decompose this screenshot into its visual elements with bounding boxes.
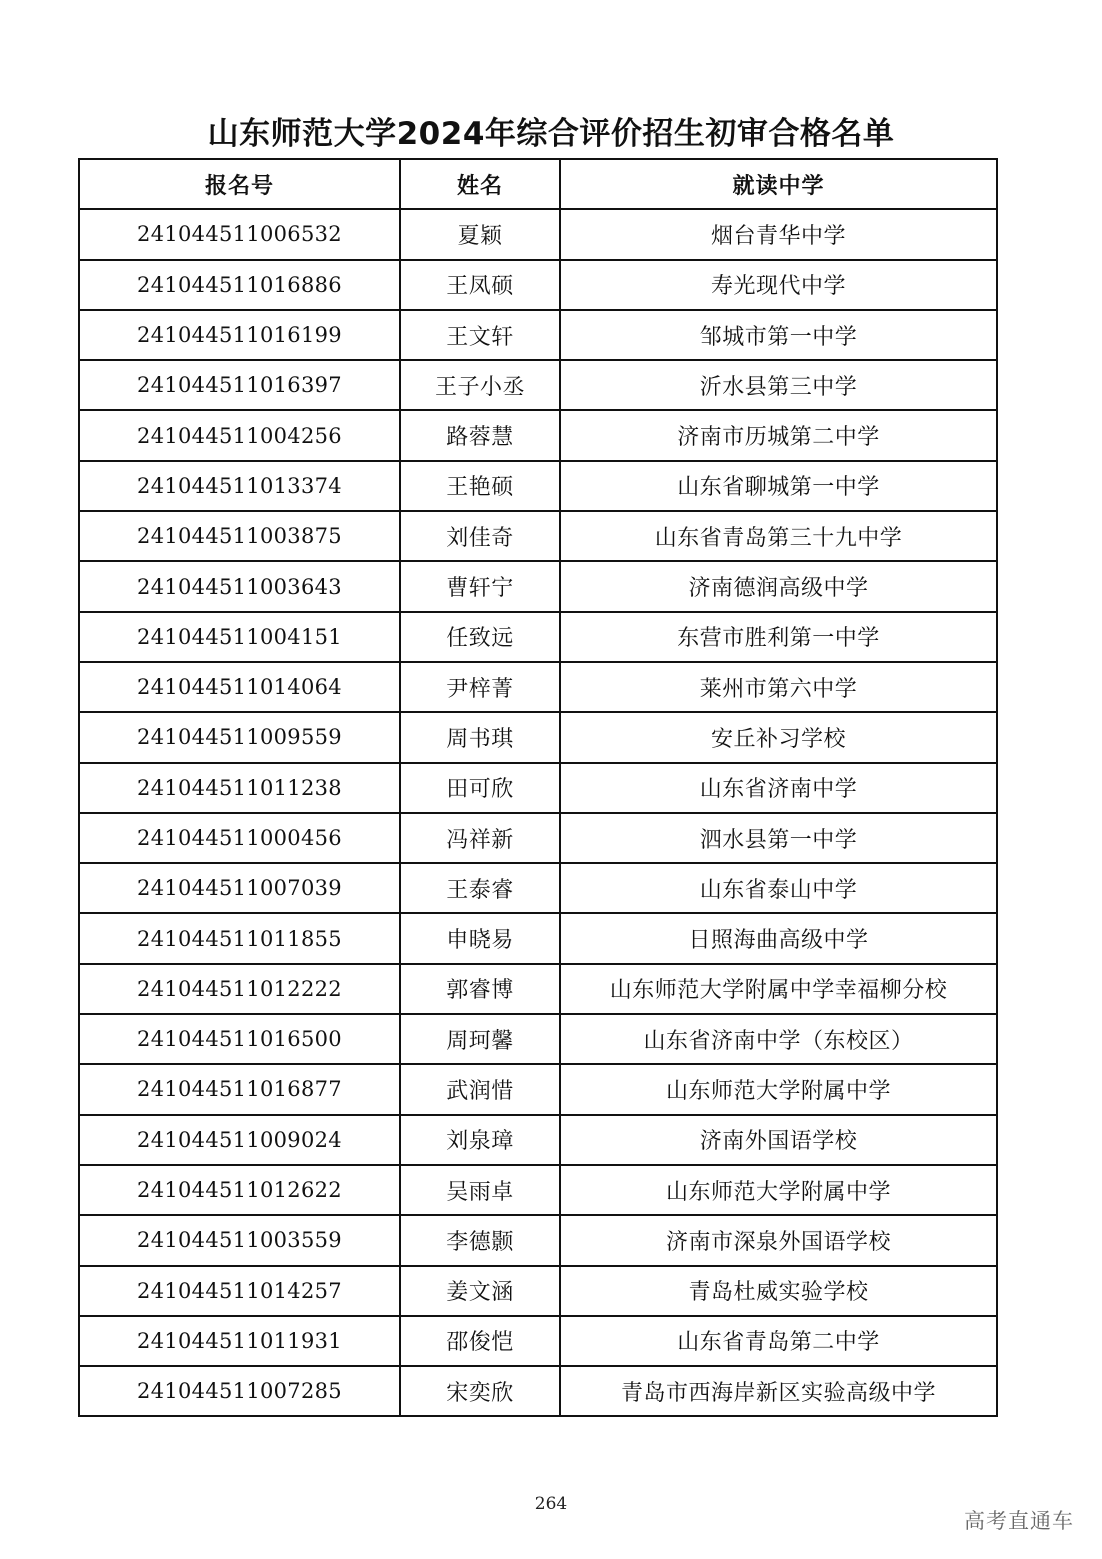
table-row — [79, 461, 997, 511]
table-row — [79, 913, 997, 963]
registration-number-cell: 241044511004256 — [79, 410, 400, 460]
school-cell: 济南外国语学校 — [560, 1115, 997, 1165]
school-cell: 青岛杜威实验学校 — [560, 1266, 997, 1316]
table-row — [79, 662, 997, 712]
watermark-text: 高考直通车 — [964, 1509, 1074, 1533]
student-name-cell: 宋奕欣 — [400, 1366, 560, 1416]
student-name-cell: 田可欣 — [400, 763, 560, 813]
registration-number-cell: 241044511014064 — [79, 662, 400, 712]
school-cell: 山东省青岛第三十九中学 — [560, 511, 997, 561]
school-cell: 山东省聊城第一中学 — [560, 461, 997, 511]
table-row — [79, 511, 997, 561]
document-title: 山东师范大学2024年综合评价招生初审合格名单 — [207, 116, 895, 152]
school-cell: 济南市历城第二中学 — [560, 410, 997, 460]
school-cell: 沂水县第三中学 — [560, 360, 997, 410]
student-name-cell: 王艳硕 — [400, 461, 560, 511]
student-name-cell: 刘佳奇 — [400, 511, 560, 561]
registration-number-cell: 241044511003559 — [79, 1215, 400, 1265]
registration-number-cell: 241044511003643 — [79, 561, 400, 611]
student-name-cell: 曹轩宁 — [400, 561, 560, 611]
school-cell: 日照海曲高级中学 — [560, 913, 997, 963]
registration-number-cell: 241044511016877 — [79, 1064, 400, 1114]
student-name-cell: 冯祥新 — [400, 813, 560, 863]
student-name-cell: 尹梓菁 — [400, 662, 560, 712]
registration-number-cell: 241044511012622 — [79, 1165, 400, 1215]
registration-number-cell: 241044511009559 — [79, 712, 400, 762]
school-cell: 邹城市第一中学 — [560, 310, 997, 360]
registration-number-cell: 241044511007285 — [79, 1366, 400, 1416]
registration-number-cell: 241044511016199 — [79, 310, 400, 360]
student-name-cell: 任致远 — [400, 612, 560, 662]
student-name-cell: 姜文涵 — [400, 1266, 560, 1316]
header-school: 就读中学 — [560, 159, 997, 209]
registration-number-cell: 241044511013374 — [79, 461, 400, 511]
table-row — [79, 1366, 997, 1416]
table-row — [79, 1064, 997, 1114]
table-row — [79, 310, 997, 360]
table-row — [79, 1165, 997, 1215]
registration-number-cell: 241044511011238 — [79, 763, 400, 813]
header-name: 姓名 — [400, 159, 560, 209]
school-cell: 泗水县第一中学 — [560, 813, 997, 863]
table-body — [79, 209, 997, 1416]
table-row — [79, 1266, 997, 1316]
student-name-cell: 李德颢 — [400, 1215, 560, 1265]
table-row — [79, 1115, 997, 1165]
table-row — [79, 410, 997, 460]
registration-number-cell: 241044511014257 — [79, 1266, 400, 1316]
student-name-cell: 王子小丞 — [400, 360, 560, 410]
school-cell: 东营市胜利第一中学 — [560, 612, 997, 662]
school-cell: 山东省泰山中学 — [560, 863, 997, 913]
student-name-cell: 申晓易 — [400, 913, 560, 963]
student-name-cell: 周书琪 — [400, 712, 560, 762]
admission-list-table — [78, 158, 998, 1417]
school-cell: 寿光现代中学 — [560, 260, 997, 310]
registration-number-cell: 241044511011931 — [79, 1316, 400, 1366]
registration-number-cell: 241044511006532 — [79, 209, 400, 259]
school-cell: 莱州市第六中学 — [560, 662, 997, 712]
table-row — [79, 360, 997, 410]
registration-number-cell: 241044511003875 — [79, 511, 400, 561]
table-row — [79, 763, 997, 813]
table-row — [79, 561, 997, 611]
school-cell: 青岛市西海岸新区实验高级中学 — [560, 1366, 997, 1416]
registration-number-cell: 241044511004151 — [79, 612, 400, 662]
table-row — [79, 964, 997, 1014]
student-name-cell: 邵俊恺 — [400, 1316, 560, 1366]
header-registration-number: 报名号 — [79, 159, 400, 209]
table-row — [79, 712, 997, 762]
registration-number-cell: 241044511009024 — [79, 1115, 400, 1165]
registration-number-cell: 241044511011855 — [79, 913, 400, 963]
school-cell: 山东省青岛第二中学 — [560, 1316, 997, 1366]
school-cell: 山东师范大学附属中学 — [560, 1064, 997, 1114]
table-row — [79, 813, 997, 863]
student-name-cell: 周珂馨 — [400, 1014, 560, 1064]
school-cell: 济南德润高级中学 — [560, 561, 997, 611]
school-cell: 山东省济南中学 — [560, 763, 997, 813]
student-name-cell: 吴雨卓 — [400, 1165, 560, 1215]
school-cell: 安丘补习学校 — [560, 712, 997, 762]
registration-number-cell: 241044511012222 — [79, 964, 400, 1014]
school-cell: 济南市深泉外国语学校 — [560, 1215, 997, 1265]
header-row — [79, 159, 997, 209]
registration-number-cell: 241044511016397 — [79, 360, 400, 410]
table-row — [79, 260, 997, 310]
registration-number-cell: 241044511016886 — [79, 260, 400, 310]
page-number: 264 — [534, 1494, 568, 1514]
student-name-cell: 武润惜 — [400, 1064, 560, 1114]
school-cell: 山东师范大学附属中学幸福柳分校 — [560, 964, 997, 1014]
school-cell: 山东师范大学附属中学 — [560, 1165, 997, 1215]
student-name-cell: 王泰睿 — [400, 863, 560, 913]
school-cell: 烟台青华中学 — [560, 209, 997, 259]
student-name-cell: 夏颖 — [400, 209, 560, 259]
student-name-cell: 郭睿博 — [400, 964, 560, 1014]
table-row — [79, 1014, 997, 1064]
student-name-cell: 王凤硕 — [400, 260, 560, 310]
school-cell: 山东省济南中学（东校区） — [560, 1014, 997, 1064]
table-header — [79, 159, 997, 209]
student-name-cell: 王文轩 — [400, 310, 560, 360]
table-row — [79, 612, 997, 662]
student-name-cell: 路蓉慧 — [400, 410, 560, 460]
student-name-cell: 刘泉璋 — [400, 1115, 560, 1165]
table-row — [79, 209, 997, 259]
table-row — [79, 1215, 997, 1265]
registration-number-cell: 241044511016500 — [79, 1014, 400, 1064]
table-row — [79, 863, 997, 913]
table-row — [79, 1316, 997, 1366]
registration-number-cell: 241044511007039 — [79, 863, 400, 913]
registration-number-cell: 241044511000456 — [79, 813, 400, 863]
